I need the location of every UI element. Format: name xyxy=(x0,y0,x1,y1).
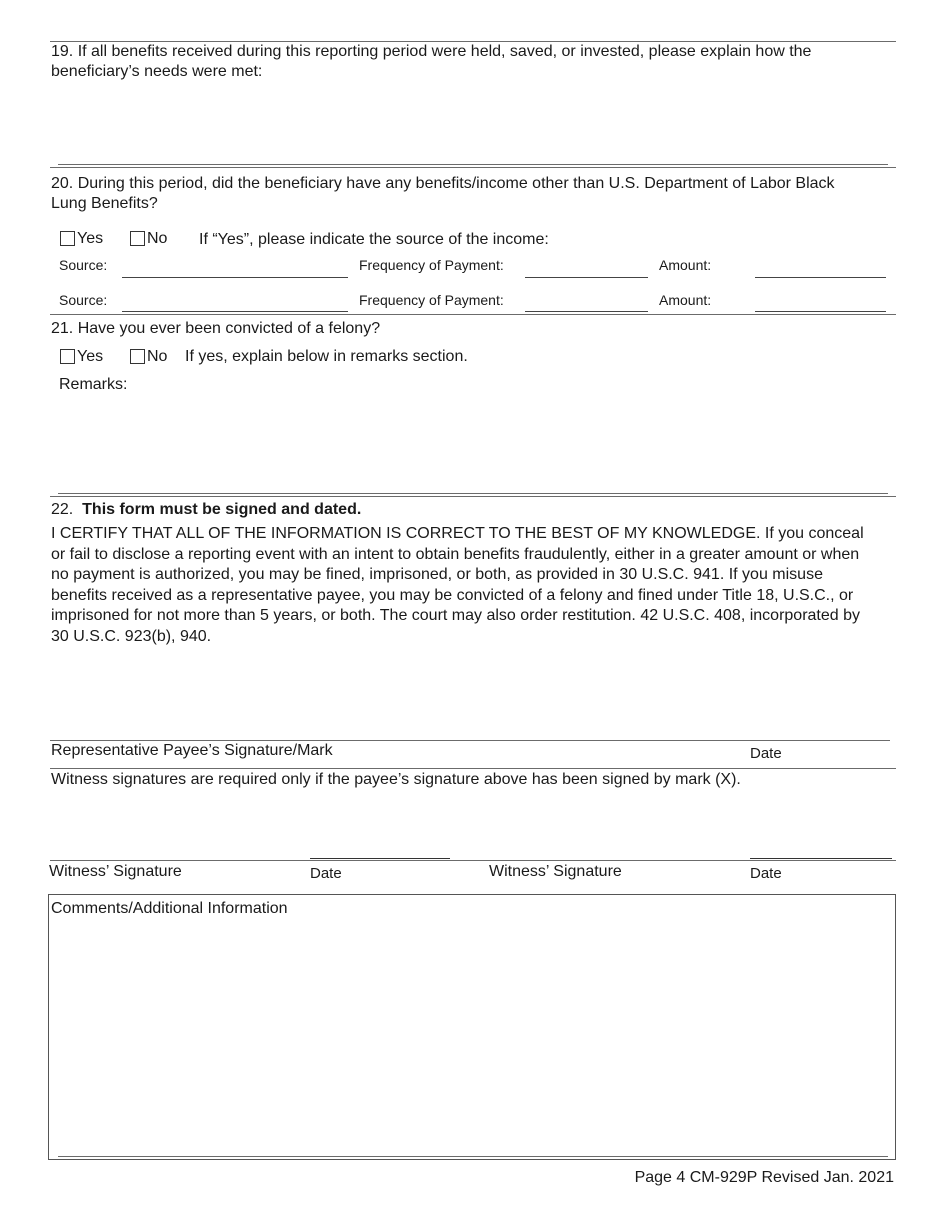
q21-instruction: If yes, explain below in remarks section. xyxy=(185,348,468,365)
q21-remarks-label: Remarks: xyxy=(59,376,128,393)
q20-top-rule xyxy=(50,167,896,168)
q20-amount-field[interactable] xyxy=(755,311,886,312)
q20-no-label: No xyxy=(147,230,168,247)
q21-bottom-rule xyxy=(58,493,888,494)
q20-amount-field[interactable] xyxy=(755,277,886,278)
q20-source-label: Source: xyxy=(59,257,108,273)
q20-amount-label: Amount: xyxy=(659,292,712,308)
q20-source-field[interactable] xyxy=(122,311,348,312)
witness2-date-label: Date xyxy=(750,865,782,882)
q20-no-checkbox[interactable] xyxy=(130,231,145,246)
q20-source-label: Source: xyxy=(59,292,108,308)
q20-yes-checkbox[interactable] xyxy=(60,231,75,246)
witness-note: Witness signatures are required only if the payee’s signature above has been signed by mark (X). xyxy=(51,771,741,788)
q21-yes-label: Yes xyxy=(77,348,104,365)
q20-frequency-field[interactable] xyxy=(525,277,648,278)
comments-box[interactable] xyxy=(48,894,896,1160)
q21-question: 21. Have you ever been convicted of a felony? xyxy=(51,320,381,337)
payee-date-label: Date xyxy=(750,745,782,762)
q20-frequency-field[interactable] xyxy=(525,311,648,312)
q22-heading xyxy=(51,500,361,520)
q22-number: 22. xyxy=(51,501,74,518)
witness1-date-field[interactable] xyxy=(310,858,450,859)
q22-certification: I CERTIFY THAT ALL OF THE INFORMATION IS CORRECT TO THE BEST OF MY KNOWLEDGE. If you conceal or fail to disclose a reporting event with an intent to obtain benefits fraudulently, either in a greater amount or when no payment is authorized, you may be fined, imprisoned, or both, as provided in 30 U.S.C. 941. If you misuse benefits received as a representative payee, you may be convicted of a felony and fined under Title 18, U.S.C., or imprisoned for not more than 5 years, or both. The court may also order restitution. 42 U.S.C. 408, incorporated by 30 U.S.C. 923(b), 940. xyxy=(51,525,864,645)
q21-no-checkbox[interactable] xyxy=(130,349,145,364)
q21-yes-checkbox[interactable] xyxy=(60,349,75,364)
q20-frequency-label: Frequency of Payment: xyxy=(359,257,504,273)
q20-instruction: If “Yes”, please indicate the source of the income: xyxy=(199,231,549,248)
witness1-signature-label: Witness’ Signature xyxy=(49,863,182,880)
q20-question: 20. During this period, did the beneficiary have any benefits/income other than U.S. Department of Labor Black Lung Benefits? xyxy=(51,175,835,212)
comments-label: Comments/Additional Information xyxy=(51,900,288,917)
q19-question: 19. If all benefits received during this reporting period were held, saved, or invested, please explain how the beneficiary’s needs were met: xyxy=(51,43,812,80)
q21-top-rule xyxy=(50,314,896,315)
q21-no-label: No xyxy=(147,348,168,365)
q20-source-field[interactable] xyxy=(122,277,348,278)
witness2-date-field[interactable] xyxy=(750,858,892,859)
q20-yes-label: Yes xyxy=(77,230,104,247)
q20-amount-label: Amount: xyxy=(659,257,712,273)
q20-frequency-label: Frequency of Payment: xyxy=(359,292,504,308)
q21-remarks-area[interactable] xyxy=(140,372,890,488)
payee-bottom-rule xyxy=(50,768,896,769)
q19-bottom-rule xyxy=(58,164,888,165)
q22-top-rule xyxy=(50,496,896,497)
comments-bottom-rule xyxy=(58,1156,888,1157)
witness2-signature-label: Witness’ Signature xyxy=(489,863,622,880)
q22-heading-text: This form must be signed and dated. xyxy=(82,501,362,518)
witness1-date-label: Date xyxy=(310,865,342,882)
q19-answer-area[interactable] xyxy=(51,84,891,162)
page-footer: Page 4 CM-929P Revised Jan. 2021 xyxy=(634,1169,894,1186)
payee-signature-label: Representative Payee’s Signature/Mark xyxy=(51,742,333,759)
witness-signature-line[interactable] xyxy=(50,860,896,861)
